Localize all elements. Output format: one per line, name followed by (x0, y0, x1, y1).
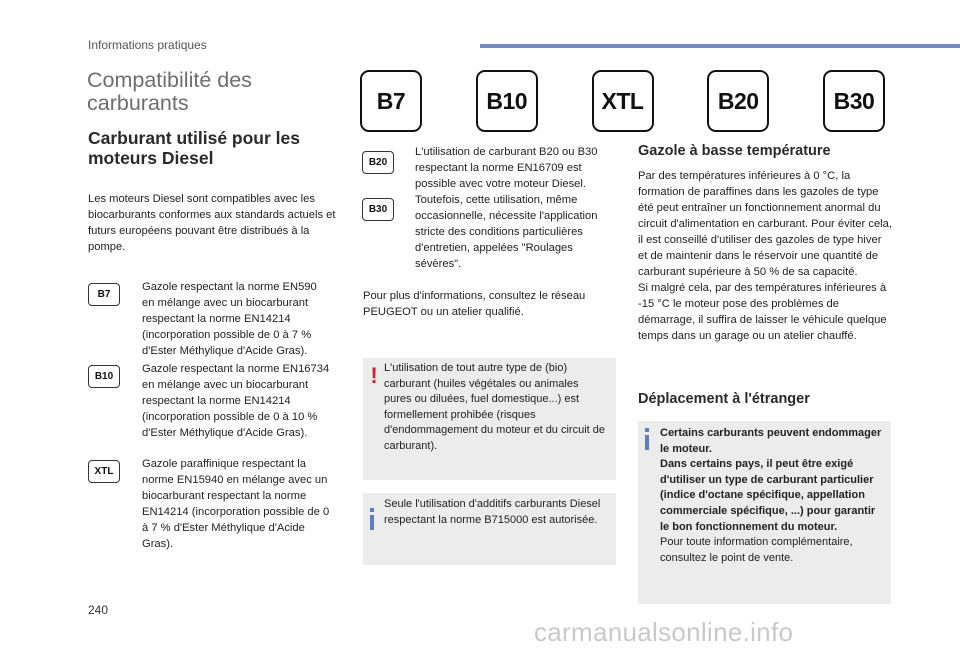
intro-text: Les moteurs Diesel sont compatibles avec les biocarburants conformes aux standards actuels et futurs européens pouvant être distribués à la pompe. (88, 193, 336, 253)
low-temp-paragraph-2: Si malgré cela, par des températures inférieures à -15 °C le moteur pose des problèmes de démarrage, il suffira de laisser le véhicule quelque temps dans un garage ou un atelier chauffé. (638, 282, 887, 342)
fuel-item-xtl (88, 456, 346, 552)
abroad-requirement: Dans certains pays, il peut être exigé d'utiliser un type de carburant particulier (indice d'octane spécifique, appellation commerciale spécifique, ...) pour garantir le bon fonctionnement du moteur. (660, 458, 876, 533)
b20-b30-description: L'utilisation de carburant B20 ou B30 respectant la norme EN16709 est possible avec votre moteur Diesel. Toutefois, cette utilisation, même occasionnelle, nécessite l'application stricte des conditions particulières d'entretien, appelées "Roulages sévères". (415, 146, 598, 270)
fuel-description: Gazole paraffinique respectant la norme EN15940 en mélange avec un biocarburant respectant la norme EN14214 (incorporation possible de 0 à 7 % d'Ester Méthylique d'Acide Gras). (142, 458, 330, 550)
fuel-description: Gazole respectant la norme EN16734 en mélange avec un biocarburant respectant la norme EN14214 (incorporation possible de 0 à 10 % d'Ester Méthylique d'Acide Gras). (142, 363, 330, 439)
badge-b30: B30 (362, 198, 394, 221)
page-number: 240 (88, 603, 109, 617)
more-info-text: Pour plus d'informations, consultez le réseau PEUGEOT ou un atelier qualifié. (363, 290, 586, 318)
abroad-title: Déplacement à l'étranger (638, 391, 810, 407)
badge-b20: B20 (362, 151, 394, 174)
fuel-description: Gazole respectant la norme EN590 en mélange avec un biocarburant respectant la norme EN14214 (incorporation possible de 0 à 7 % d'Ester Méthylique d'Acide Gras). (142, 281, 317, 357)
low-temp-paragraph-1: Par des températures inférieures à 0 °C, la formation de paraffines dans les gazoles de type été peut entraîner un fonctionnement anormal du circuit d'alimentation en carburant. Pour éviter cela, il est conseillé d'utiliser des gazoles de type hiver et de maintenir dans le réservoir une quantité de carburant supérieure à 50 % de sa capacité. (638, 170, 892, 278)
low-temp-text (638, 168, 893, 344)
abroad-text (660, 426, 885, 566)
warning-icon: ! (370, 363, 378, 388)
fuel-badge-xtl: XTL (592, 70, 654, 132)
fuel-badge-b7: B7 (360, 70, 422, 132)
info-icon (370, 508, 374, 530)
watermark: carmanualsonline.info (534, 617, 794, 647)
fuel-badge-row (360, 70, 885, 134)
low-temp-title: Gazole à basse température (638, 143, 831, 159)
badge-b10: B10 (88, 365, 120, 388)
fuel-badge-b20: B20 (707, 70, 769, 132)
section-title: Carburant utilisé pour les moteurs Diesel (88, 128, 300, 168)
warning-text: L'utilisation de tout autre type de (bio) carburant (huiles végétales ou animales pures ou diluées, fuel domestique...) est formellement prohibée (risques d'endommagement du moteur et du circuit de carburant). (384, 362, 605, 452)
fuel-item-b10 (88, 361, 346, 441)
abroad-warning: Certains carburants peuvent endommager le moteur. (660, 427, 882, 455)
section-header: Informations pratiques (88, 38, 207, 52)
additives-text: Seule l'utilisation d'additifs carburants Diesel respectant la norme B715000 est autorisée. (384, 498, 601, 526)
info-icon (645, 428, 649, 450)
badge-b7: B7 (88, 283, 120, 306)
fuel-item-b7 (88, 279, 346, 359)
header-bar (480, 44, 960, 48)
abroad-contact: Pour toute information complémentaire, consultez le point de vente. (660, 536, 853, 564)
fuel-badge-b30: B30 (823, 70, 885, 132)
page-title: Compatibilité des carburants (87, 68, 252, 115)
badge-xtl: XTL (88, 460, 120, 483)
fuel-badge-b10: B10 (476, 70, 538, 132)
